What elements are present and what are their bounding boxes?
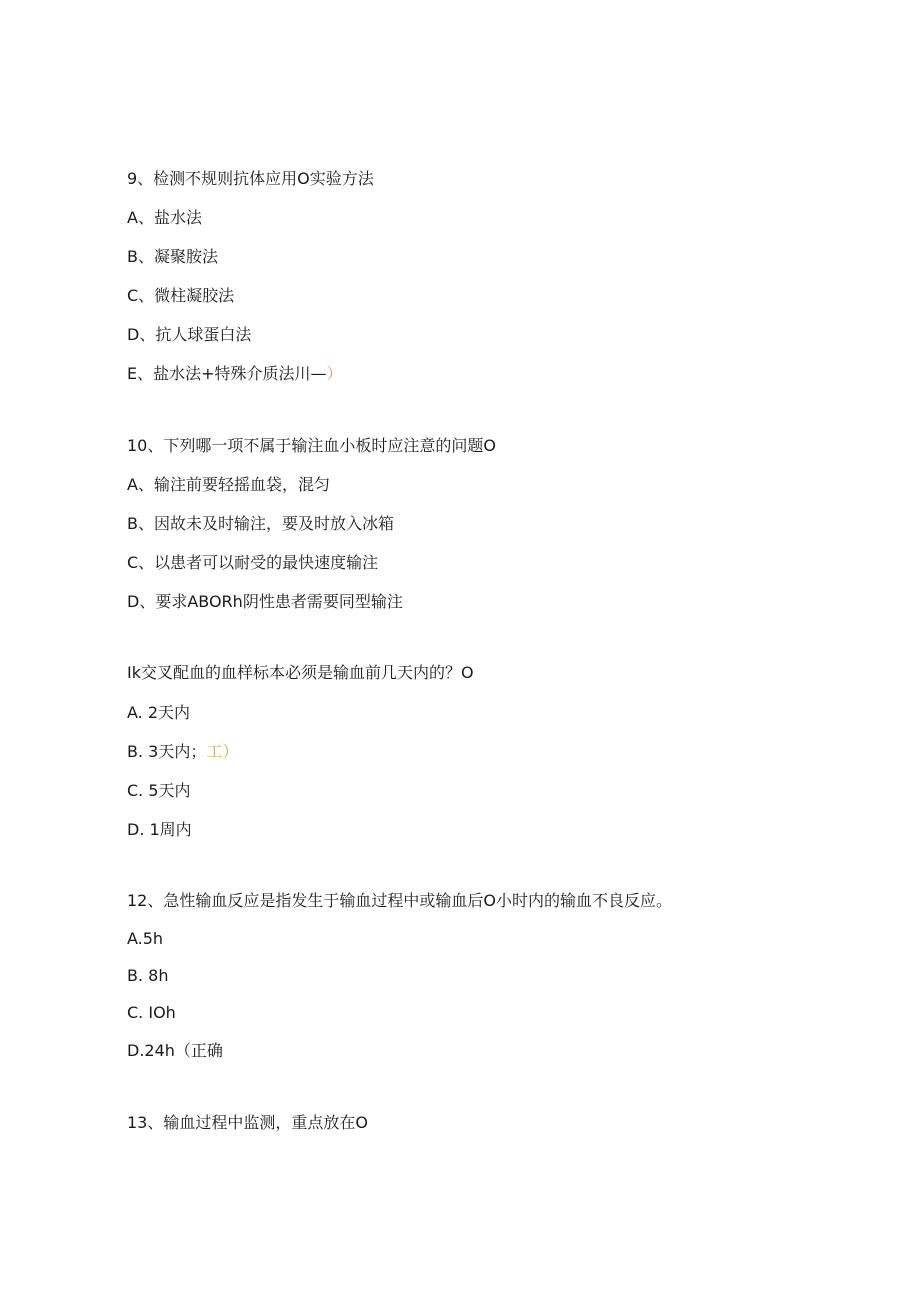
question-11-stem: Ik交叉配血的血样标本必须是输血前几天内的？O [127, 663, 474, 682]
question-11-option-d: D. 1周内 [127, 820, 192, 839]
question-11-option-a: A. 2天内 [127, 703, 191, 722]
question-12-option-b: B. 8h [127, 966, 169, 985]
question-10-option-a: A、输注前要轻摇血袋，混匀 [127, 475, 330, 494]
question-12-option-d: D.24h（正确 [127, 1041, 223, 1060]
question-9-option-d: D、抗人球蛋白法 [127, 325, 252, 344]
question-9-option-e-mark: ） [326, 364, 343, 383]
question-9-option-e-text: E、盐水法+特殊介质法川— [127, 364, 327, 383]
question-9-stem: 9、检测不规则抗体应用O实验方法 [127, 169, 374, 188]
question-12-option-a: A.5h [127, 929, 164, 948]
question-10-option-c: C、以患者可以耐受的最快速度输注 [127, 553, 379, 572]
question-11-option-c: C. 5天内 [127, 781, 191, 800]
question-11-option-b-mark: 工） [206, 742, 239, 761]
question-13-stem: 13、输血过程中监测，重点放在O [127, 1113, 368, 1132]
question-12-stem: 12、急性输血反应是指发生于输血过程中或输血后O小时内的输血不良反应。 [127, 891, 672, 910]
question-9-option-b: B、凝聚胺法 [127, 247, 218, 266]
question-10-stem: 10、下列哪一项不属于输注血小板时应注意的问题O [127, 436, 496, 455]
question-9-option-c: C、微柱凝胶法 [127, 286, 235, 305]
question-10-option-b: B、因故未及时输注，要及时放入冰箱 [127, 514, 394, 533]
question-9-option-a: A、盐水法 [127, 208, 202, 227]
question-10-option-d: D、要求ABORh阴性患者需要同型输注 [127, 592, 403, 611]
question-11-option-b-text: B. 3天内； [127, 742, 207, 761]
question-12-option-c: C. IOh [127, 1003, 176, 1022]
question-9-option-e [127, 363, 343, 385]
question-11-option-b [127, 741, 238, 763]
